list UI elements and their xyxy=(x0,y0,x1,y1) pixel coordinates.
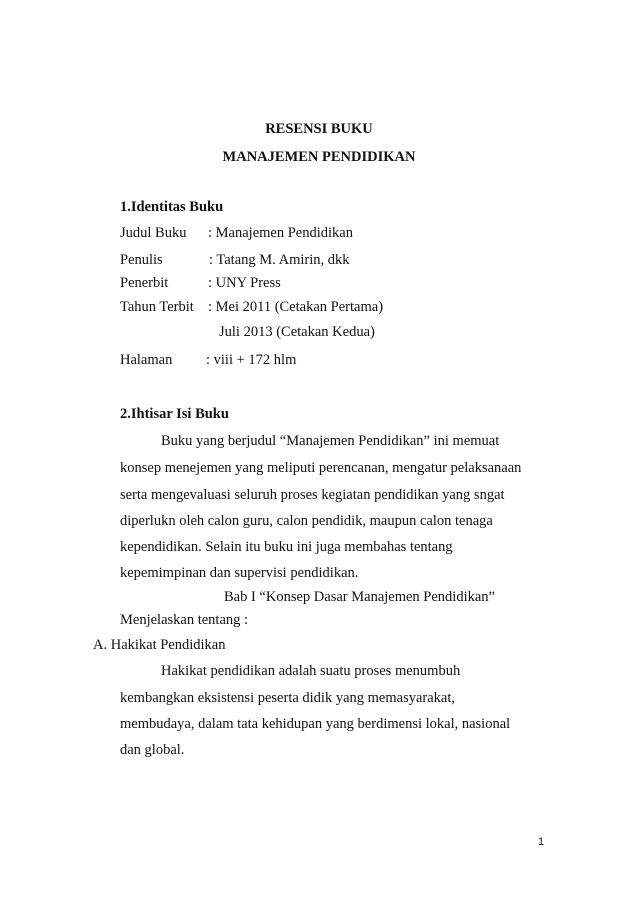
identity-label: Halaman xyxy=(120,352,173,368)
paragraph-line: kembangkan eksistensi peserta didik yang memasyarakat, xyxy=(120,690,456,706)
identity-value: : UNY Press xyxy=(208,275,281,291)
intro-line: Menjelaskan tentang : xyxy=(120,612,249,628)
paragraph-line: dan global. xyxy=(120,742,185,758)
paragraph-line: konsep menejemen yang meliputi perencanan, mengatur pelaksanaan xyxy=(120,460,522,476)
paragraph-line: membudaya, dalam tata kehidupan yang berdimensi lokal, nasional xyxy=(120,716,511,732)
identity-row-continuation xyxy=(219,324,375,341)
paragraph-line: kependidikan. Selain itu buku ini juga membahas tentang xyxy=(120,539,453,555)
paragraph-line: Hakikat pendidikan adalah suatu proses menumbuh xyxy=(161,663,461,679)
identity-label: Penulis xyxy=(120,252,163,268)
identity-row xyxy=(120,252,350,269)
identity-label: Tahun Terbit xyxy=(120,299,194,315)
chapter-title: Bab I “Konsep Dasar Manajemen Pendidikan” xyxy=(224,589,495,605)
identity-label: Penerbit xyxy=(120,275,169,291)
identity-value: : viii + 172 hlm xyxy=(206,352,297,368)
paragraph-line: kepemimpinan dan supervisi pendidikan. xyxy=(120,565,359,581)
identity-row xyxy=(120,299,383,316)
subsection-heading: A. Hakikat Pendidikan xyxy=(93,637,226,653)
paragraph-line: serta mengevaluasi seluruh proses kegiatan pendidikan yang sngat xyxy=(120,487,505,503)
identity-value: : Mei 2011 (Cetakan Pertama) xyxy=(208,299,384,315)
identity-row xyxy=(120,352,296,369)
identity-value: : Tatang M. Amirin, dkk xyxy=(209,252,350,268)
page-number: 1 xyxy=(538,836,545,848)
identity-value: : Manajemen Pendidikan xyxy=(208,225,353,241)
identity-row xyxy=(120,275,281,292)
section-heading-identitas: 1.Identitas Buku xyxy=(120,199,224,215)
paragraph-line: Buku yang berjudul “Manajemen Pendidikan” ini memuat xyxy=(161,433,500,449)
section-heading-ihtisar: 2.Ihtisar Isi Buku xyxy=(120,406,229,422)
book-title: MANAJEMEN PENDIDIKAN xyxy=(222,149,416,165)
identity-label: Judul Buku xyxy=(120,225,187,241)
identity-row xyxy=(120,225,353,242)
document-title: RESENSI BUKU xyxy=(265,121,373,137)
paragraph-line: diperlukn oleh calon guru, calon pendidik, maupun calon tenaga xyxy=(120,513,493,529)
identity-value: Juli 2013 (Cetakan Kedua) xyxy=(219,324,375,340)
